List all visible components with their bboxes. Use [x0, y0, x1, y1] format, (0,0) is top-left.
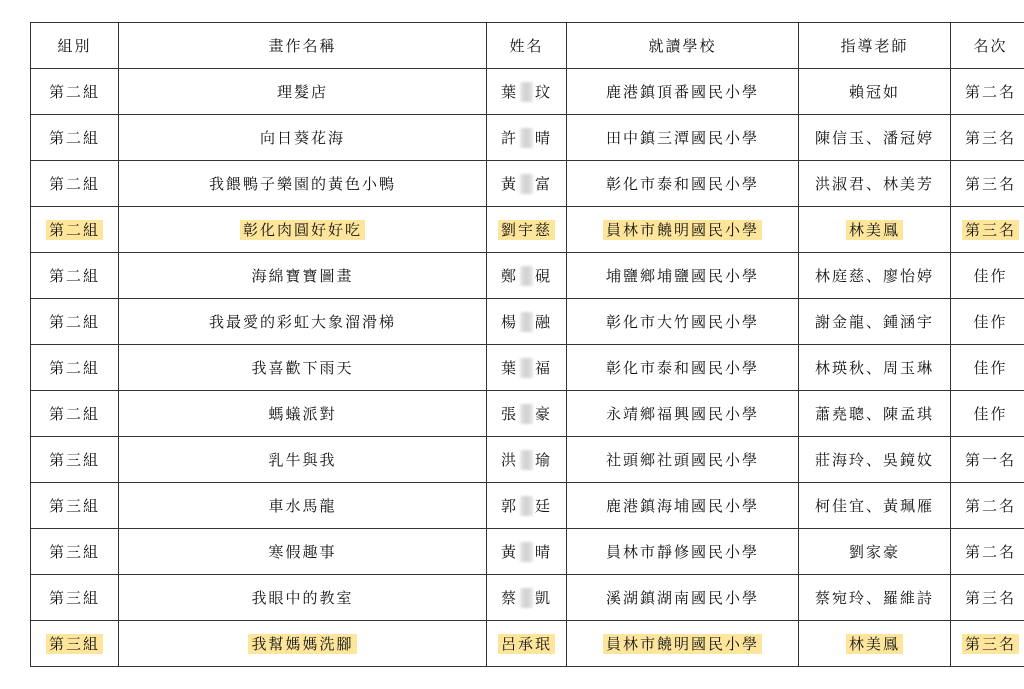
- group-cell: [31, 621, 119, 667]
- teacher-cell: [799, 207, 951, 253]
- group-cell-text: 第三組: [46, 634, 103, 654]
- name-first: 郭: [500, 497, 518, 515]
- table-row: [31, 529, 1024, 575]
- name-redaction: [520, 404, 533, 424]
- rank-cell-text: 第三名: [962, 634, 1019, 654]
- name-cell: [487, 253, 567, 299]
- name-cell: [487, 299, 567, 345]
- name-first: 鄭: [500, 267, 518, 285]
- title-cell: [119, 621, 487, 667]
- group-cell-text: 第三組: [48, 451, 100, 469]
- name-redaction: [520, 312, 533, 332]
- group-cell-text: 第三組: [48, 543, 100, 561]
- group-cell-text: 第二組: [46, 220, 103, 240]
- group-cell-text: 第二組: [48, 313, 100, 331]
- group-cell-text: 第三組: [48, 589, 100, 607]
- name-first: 葉: [500, 83, 518, 101]
- title-cell-text: 理髮店: [276, 83, 328, 101]
- group-cell: [31, 437, 119, 483]
- header-name: 姓名: [487, 23, 567, 69]
- group-cell: [31, 483, 119, 529]
- group-cell: [31, 115, 119, 161]
- group-cell-text: 第二組: [48, 405, 100, 423]
- name-redaction: [520, 266, 533, 286]
- name-cell: [487, 437, 567, 483]
- masked-name: [501, 311, 552, 332]
- teacher-cell-text: 陳信玉、潘冠婷: [814, 129, 934, 147]
- teacher-cell: [799, 253, 951, 299]
- school-cell: [567, 391, 799, 437]
- title-cell: [119, 69, 487, 115]
- rank-cell-text: 第三名: [964, 175, 1016, 193]
- group-cell: [31, 207, 119, 253]
- rank-cell: [951, 483, 1024, 529]
- name-text: 劉宇慈: [498, 220, 555, 240]
- rank-cell: [951, 299, 1024, 345]
- masked-name: [501, 541, 552, 562]
- teacher-cell: [799, 69, 951, 115]
- title-cell: [119, 483, 487, 529]
- masked-name: [501, 81, 552, 102]
- name-first: 葉: [500, 359, 518, 377]
- rank-cell: [951, 115, 1024, 161]
- rank-cell-text: 第二名: [964, 83, 1016, 101]
- name-last: 豪: [535, 405, 553, 423]
- rank-cell: [951, 253, 1024, 299]
- group-cell: [31, 69, 119, 115]
- masked-name: [501, 587, 552, 608]
- title-cell: [119, 529, 487, 575]
- table-row: [31, 437, 1024, 483]
- table-row: [31, 575, 1024, 621]
- teacher-cell: [799, 391, 951, 437]
- teacher-cell: [799, 299, 951, 345]
- name-redaction: [520, 588, 533, 608]
- teacher-cell-text: 賴冠如: [848, 83, 900, 101]
- title-cell-text: 我最愛的彩虹大象溜滑梯: [208, 313, 396, 331]
- title-cell-text: 海綿寶寶圖畫: [251, 267, 354, 285]
- name-cell: [487, 115, 567, 161]
- rank-cell: [951, 437, 1024, 483]
- name-redaction: [520, 496, 533, 516]
- name-text: 呂承珉: [498, 634, 555, 654]
- title-cell: [119, 345, 487, 391]
- teacher-cell-text: 謝金龍、鍾涵宇: [814, 313, 934, 331]
- name-redaction: [520, 542, 533, 562]
- title-cell-text: 我喜歡下雨天: [251, 359, 354, 377]
- school-cell: [567, 207, 799, 253]
- teacher-cell-text: 蕭堯聰、陳孟琪: [814, 405, 934, 423]
- title-cell: [119, 299, 487, 345]
- name-first: 黃: [500, 543, 518, 561]
- teacher-cell-text: 柯佳宜、黃珮雁: [814, 497, 934, 515]
- rank-cell-text: 第三名: [964, 129, 1016, 147]
- name-cell: [487, 621, 567, 667]
- masked-name: [501, 357, 552, 378]
- rank-cell-text: 佳作: [973, 313, 1008, 331]
- school-cell: [567, 161, 799, 207]
- group-cell-text: 第二組: [48, 359, 100, 377]
- rank-cell-text: 第三名: [962, 220, 1019, 240]
- title-cell: [119, 161, 487, 207]
- group-cell-text: 第二組: [48, 175, 100, 193]
- table-row: [31, 345, 1024, 391]
- table-body: [31, 69, 1024, 667]
- school-cell: [567, 529, 799, 575]
- name-last: 福: [535, 359, 553, 377]
- school-cell-text: 鹿港鎮頂番國民小學: [605, 83, 759, 101]
- group-cell: [31, 161, 119, 207]
- title-cell: [119, 253, 487, 299]
- group-cell: [31, 529, 119, 575]
- name-redaction: [520, 450, 533, 470]
- title-cell-text: 我餵鴨子樂園的黃色小鴨: [208, 175, 396, 193]
- teacher-cell-text: 林瑛秋、周玉琳: [814, 359, 934, 377]
- group-cell: [31, 575, 119, 621]
- school-cell: [567, 299, 799, 345]
- title-cell-text: 寒假趣事: [268, 543, 337, 561]
- school-cell: [567, 575, 799, 621]
- school-cell-text: 彰化市泰和國民小學: [605, 359, 759, 377]
- title-cell-text: 向日葵花海: [259, 129, 345, 147]
- title-cell-text: 彰化肉圓好好吃: [240, 220, 365, 240]
- title-cell-text: 螞蟻派對: [268, 405, 337, 423]
- title-cell: [119, 207, 487, 253]
- rank-cell-text: 佳作: [973, 359, 1008, 377]
- teacher-cell-text: 莊海玲、吳鏡妏: [814, 451, 934, 469]
- rank-cell-text: 第二名: [964, 497, 1016, 515]
- name-cell: [487, 345, 567, 391]
- name-cell: [487, 69, 567, 115]
- school-cell: [567, 345, 799, 391]
- name-last: 凱: [535, 589, 553, 607]
- title-cell: [119, 115, 487, 161]
- name-last: 瑜: [535, 451, 553, 469]
- name-first: 黃: [500, 175, 518, 193]
- name-first: 蔡: [500, 589, 518, 607]
- rank-cell: [951, 207, 1024, 253]
- title-cell-text: 車水馬龍: [268, 497, 337, 515]
- school-cell-text: 鹿港鎮海埔國民小學: [605, 497, 759, 515]
- table-row: [31, 299, 1024, 345]
- header-row: [31, 23, 1024, 69]
- name-cell: [487, 575, 567, 621]
- group-cell: [31, 345, 119, 391]
- school-cell: [567, 253, 799, 299]
- school-cell: [567, 115, 799, 161]
- name-cell: [487, 207, 567, 253]
- teacher-cell-text: 林美鳳: [846, 220, 903, 240]
- teacher-cell-text: 林美鳳: [846, 634, 903, 654]
- teacher-cell-text: 林庭慈、廖怡婷: [814, 267, 934, 285]
- group-cell: [31, 253, 119, 299]
- rank-cell: [951, 345, 1024, 391]
- teacher-cell-text: 劉家豪: [848, 543, 900, 561]
- header-rank: 名次: [951, 23, 1024, 69]
- school-cell: [567, 483, 799, 529]
- title-cell: [119, 575, 487, 621]
- school-cell-text: 員林市靜修國民小學: [605, 543, 759, 561]
- name-cell: [487, 483, 567, 529]
- group-cell: [31, 299, 119, 345]
- teacher-cell-text: 蔡宛玲、羅維詩: [814, 589, 934, 607]
- title-cell-text: 乳牛與我: [268, 451, 337, 469]
- name-redaction: [520, 82, 533, 102]
- table-row: [31, 253, 1024, 299]
- rank-cell-text: 第三名: [964, 589, 1016, 607]
- school-cell: [567, 69, 799, 115]
- masked-name: [501, 173, 552, 194]
- group-cell-text: 第二組: [48, 129, 100, 147]
- name-last: 融: [535, 313, 553, 331]
- title-cell-text: 我眼中的教室: [251, 589, 354, 607]
- masked-name: [501, 495, 552, 516]
- teacher-cell: [799, 115, 951, 161]
- school-cell-text: 田中鎮三潭國民小學: [605, 129, 759, 147]
- group-cell-text: 第二組: [48, 83, 100, 101]
- school-cell: [567, 437, 799, 483]
- teacher-cell: [799, 437, 951, 483]
- masked-name: [501, 449, 552, 470]
- rank-cell: [951, 575, 1024, 621]
- school-cell-text: 員林市饒明國民小學: [603, 220, 762, 240]
- name-redaction: [520, 128, 533, 148]
- name-first: 洪: [500, 451, 518, 469]
- rank-cell: [951, 621, 1024, 667]
- teacher-cell: [799, 575, 951, 621]
- rank-cell-text: 佳作: [973, 267, 1008, 285]
- name-last: 玟: [535, 83, 553, 101]
- header-group: 組別: [31, 23, 119, 69]
- name-last: 晴: [535, 543, 553, 561]
- table-row: [31, 69, 1024, 115]
- group-cell: [31, 391, 119, 437]
- name-first: 楊: [500, 313, 518, 331]
- table-row: [31, 207, 1024, 253]
- name-redaction: [520, 358, 533, 378]
- teacher-cell: [799, 161, 951, 207]
- masked-name: [501, 127, 552, 148]
- teacher-cell: [799, 621, 951, 667]
- title-cell: [119, 437, 487, 483]
- name-first: 許: [500, 129, 518, 147]
- header-school: 就讀學校: [567, 23, 799, 69]
- rank-cell-text: 第二名: [964, 543, 1016, 561]
- group-cell-text: 第二組: [48, 267, 100, 285]
- name-last: 晴: [535, 129, 553, 147]
- name-redaction: [520, 174, 533, 194]
- teacher-cell: [799, 483, 951, 529]
- awards-table: [30, 22, 1024, 667]
- school-cell-text: 永靖鄉福興國民小學: [605, 405, 759, 423]
- name-first: 張: [500, 405, 518, 423]
- rank-cell-text: 第一名: [964, 451, 1016, 469]
- school-cell-text: 彰化市大竹國民小學: [605, 313, 759, 331]
- title-cell: [119, 391, 487, 437]
- name-cell: [487, 529, 567, 575]
- rank-cell: [951, 69, 1024, 115]
- masked-name: [501, 265, 552, 286]
- school-cell-text: 員林市饒明國民小學: [603, 634, 762, 654]
- rank-cell: [951, 161, 1024, 207]
- rank-cell: [951, 529, 1024, 575]
- name-last: 硯: [535, 267, 553, 285]
- school-cell-text: 埔鹽鄉埔鹽國民小學: [605, 267, 759, 285]
- school-cell-text: 彰化市泰和國民小學: [605, 175, 759, 193]
- header-teacher: 指導老師: [799, 23, 951, 69]
- table-row: [31, 621, 1024, 667]
- rank-cell: [951, 391, 1024, 437]
- school-cell-text: 社頭鄉社頭國民小學: [605, 451, 759, 469]
- header-title: 畫作名稱: [119, 23, 487, 69]
- name-cell: [487, 161, 567, 207]
- name-last: 廷: [535, 497, 553, 515]
- table-row: [31, 391, 1024, 437]
- masked-name: [501, 403, 552, 424]
- table-row: [31, 115, 1024, 161]
- table-row: [31, 483, 1024, 529]
- teacher-cell: [799, 529, 951, 575]
- title-cell-text: 我幫媽媽洗腳: [248, 634, 356, 654]
- teacher-cell: [799, 345, 951, 391]
- name-last: 富: [535, 175, 553, 193]
- group-cell-text: 第三組: [48, 497, 100, 515]
- name-cell: [487, 391, 567, 437]
- school-cell-text: 溪湖鎮湖南國民小學: [605, 589, 759, 607]
- school-cell: [567, 621, 799, 667]
- teacher-cell-text: 洪淑君、林美芳: [814, 175, 934, 193]
- rank-cell-text: 佳作: [973, 405, 1008, 423]
- table-row: [31, 161, 1024, 207]
